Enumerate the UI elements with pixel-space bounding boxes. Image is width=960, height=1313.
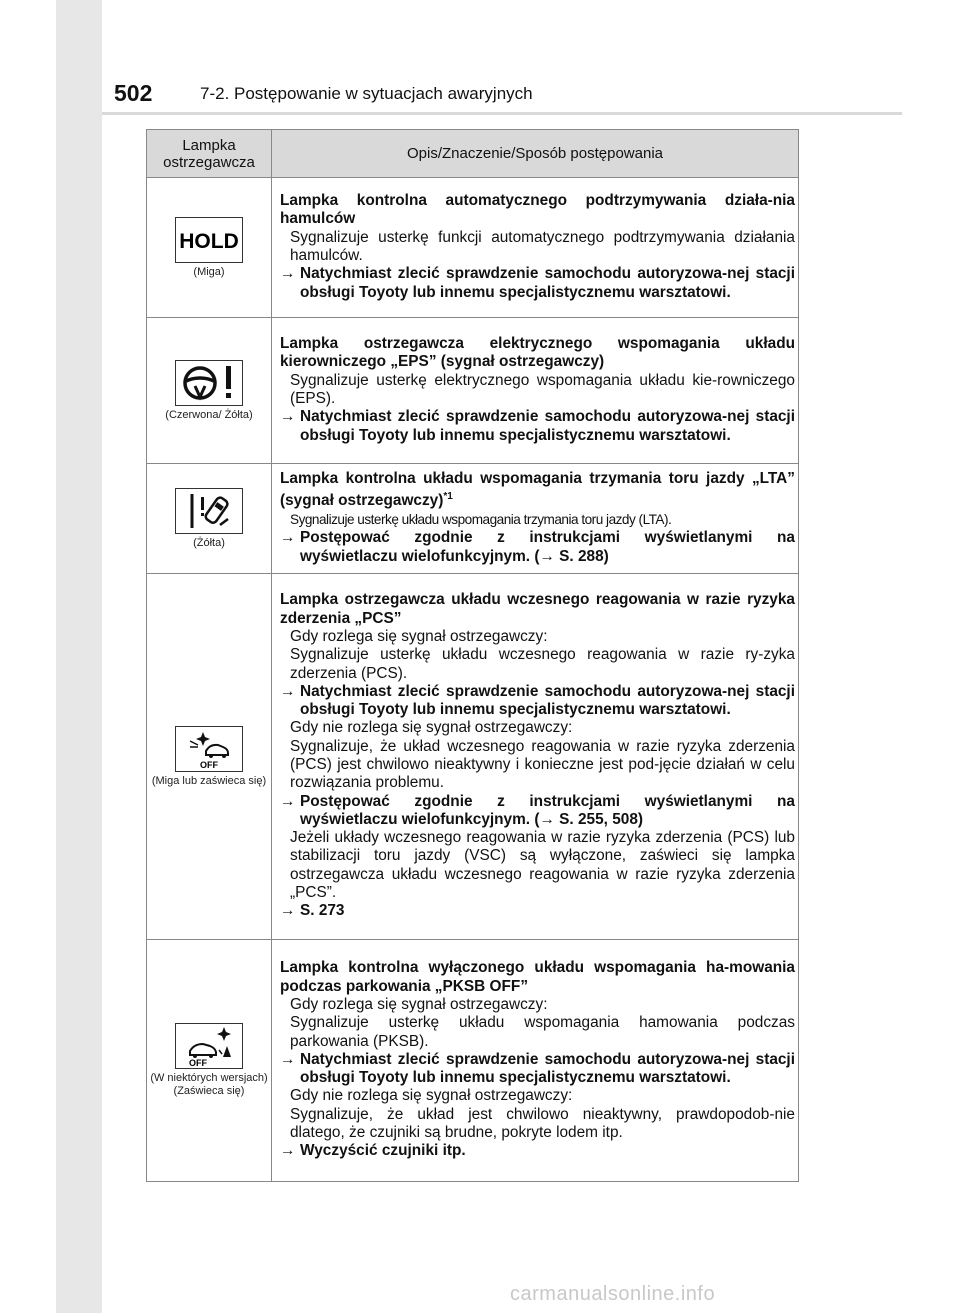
icon-cell [147, 940, 272, 1182]
off-icon-text: OFF [189, 1058, 207, 1068]
arrow-icon: → [280, 902, 296, 920]
page-number: 502 [114, 80, 153, 106]
description-cell [272, 940, 799, 1182]
icon-caption: (Czerwona/ Żółta) [165, 408, 253, 421]
arrow-icon: → [280, 1050, 296, 1068]
entry-text: Jeżeli układy wczesnego reagowania w razie ryzyka zderzenia (PCS) lub stabilizacji toru jazdy (VSC) są wyłączone, zaświeci się lampka ostrzegawcza układu wczesnego reagowania w razie ryzyka zderzenia „PCS”. [290, 829, 795, 902]
entry-title: Lampka kontrolna układu wspomagania trzymania toru jazdy „LTA” (sygnał ostrzegawczy)$^{*1}$ [280, 470, 795, 510]
entry-text: Sygnalizuje usterkę układu wspomagania hamowania podczas parkowania (PKSB). [290, 1014, 795, 1050]
description-cell [272, 574, 799, 940]
table-row [147, 318, 799, 464]
entry-text: Sygnalizuje usterkę funkcji automatycznego podtrzymywania działania hamulców. [290, 228, 795, 264]
entry-text: Sygnalizuje usterkę układu wczesnego reagowania w razie ry-zyka zderzenia (PCS). [290, 646, 795, 682]
warning-lights-table [146, 129, 799, 1182]
arrow-icon: → [280, 529, 296, 547]
action-item: → Wyczyścić czujniki itp. [280, 1142, 466, 1160]
entry-text: Gdy rozlega się sygnał ostrzegawczy: [290, 627, 548, 645]
entry-title: Lampka kontrolna wyłączonego układu wspomagania ha-mowania podczas parkowania „PKSB OFF” [280, 959, 795, 995]
entry-text: Sygnalizuje usterkę układu wspomagania trzymania toru jazdy (LTA). [290, 511, 672, 527]
section-title: 7-2. Postępowanie w sytuacjach awaryjnych [200, 84, 533, 103]
off-icon-text: OFF [200, 759, 218, 770]
table-header-row [147, 130, 799, 178]
icon-cell [147, 178, 272, 318]
pcs-off-warning-icon [175, 726, 243, 772]
entry-text: Gdy nie rozlega się sygnał ostrzegawczy: [290, 1087, 573, 1105]
entry-text: Gdy rozlega się sygnał ostrzegawczy: [290, 995, 548, 1013]
watermark: carmanualsonline.info [510, 1283, 716, 1305]
table-row [147, 940, 799, 1182]
header-divider [102, 112, 902, 115]
icon-cell [147, 318, 272, 464]
arrow-icon: → [280, 792, 296, 810]
action-item: → Postępować zgodnie z instrukcjami wyświetlanymi na wyświetlaczu wielofunkcyjnym. (→ S. 288) [280, 529, 795, 565]
arrow-icon: → [280, 408, 296, 426]
action-item: → S. 273 [280, 902, 345, 920]
table-row [147, 464, 799, 574]
icon-cell [147, 464, 272, 574]
arrow-icon: → [280, 265, 296, 283]
description-cell [272, 318, 799, 464]
entry-text: Sygnalizuje, że układ wczesnego reagowania w razie ryzyka zderzenia (PCS) jest chwilowo nieaktywny i konieczne jest pod-jęcie działań w celu rozwiązania problemu. [290, 737, 795, 792]
column-header-description: Opis/Znaczenie/Sposób postępowania [272, 130, 799, 178]
entry-text: Sygnalizuje usterkę elektrycznego wspomagania układu kie-rowniczego (EPS). [290, 371, 795, 407]
action-item: → Postępować zgodnie z instrukcjami wyświetlanymi na wyświetlaczu wielofunkcyjnym. (→ S. 255, 508) [280, 792, 795, 828]
entry-title: Lampka ostrzegawcza elektrycznego wspomagania układu kierowniczego „EPS” (sygnał ostrzegawczy) [280, 335, 795, 371]
entry-title: Lampka ostrzegawcza układu wczesnego reagowania w razie ryzyka zderzenia „PCS” [280, 591, 795, 627]
footnote-mark: *1 [443, 491, 453, 503]
icon-caption: (Żółta) [193, 536, 225, 549]
arrow-icon: → [280, 682, 296, 700]
icon-caption: (Miga lub zaświeca się) [151, 774, 267, 787]
table-row [147, 574, 799, 940]
entry-text: Gdy nie rozlega się sygnał ostrzegawczy: [290, 719, 573, 737]
description-cell [272, 178, 799, 318]
entry-title: Lampka kontrolna automatycznego podtrzymywania działa-nia hamulców [280, 192, 795, 228]
eps-steering-warning-icon [175, 360, 243, 406]
action-item: → Natychmiast zlecić sprawdzenie samochodu autoryzowa-nej stacji obsługi Toyoty lub innemu specjalistycznemu warsztatowi. [280, 408, 795, 444]
table-row [147, 178, 799, 318]
entry-text: Sygnalizuje, że układ jest chwilowo nieaktywny, prawdopodob-nie dlatego, że czujniki są brudne, pokryte lodem itp. [290, 1105, 795, 1142]
column-header-light: Lampka ostrzegawcza [147, 130, 272, 178]
side-margin-strip [56, 0, 102, 1313]
icon-caption: (Miga) [193, 265, 225, 278]
hold-icon-text: HOLD [179, 229, 239, 253]
icon-cell [147, 574, 272, 940]
action-item: → Natychmiast zlecić sprawdzenie samochodu autoryzowa-nej stacji obsługi Toyoty lub innemu specjalistycznemu warsztatowi. [280, 265, 795, 301]
lta-lane-warning-icon [175, 488, 243, 534]
action-item: → Natychmiast zlecić sprawdzenie samochodu autoryzowa-nej stacji obsługi Toyoty lub innemu specjalistycznemu warsztatowi. [280, 682, 795, 719]
action-item: → Natychmiast zlecić sprawdzenie samochodu autoryzowa-nej stacji obsługi Toyoty lub innemu specjalistycznemu warsztatowi. [280, 1050, 795, 1087]
icon-caption: (W niektórych wersjach) (Zaświeca się) [150, 1072, 268, 1097]
hold-indicator-icon [175, 217, 243, 263]
pksb-off-indicator-icon [175, 1023, 243, 1069]
arrow-icon: → [280, 1142, 296, 1160]
description-cell [272, 464, 799, 574]
